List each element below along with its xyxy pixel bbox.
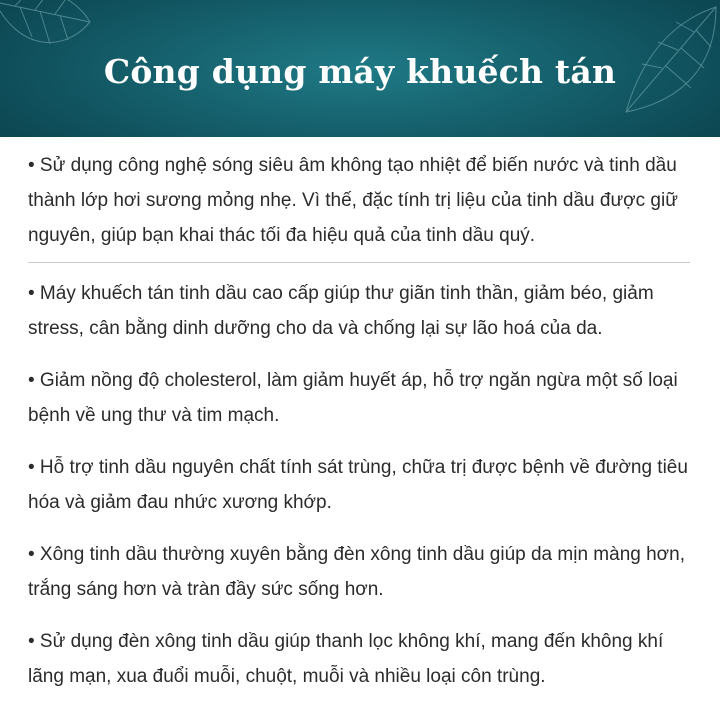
paragraph-skin: • Xông tinh dầu thường xuyên bằng đèn xông tinh dầu giúp da mịn màng hơn, trắng sáng hơn và tràn đầy sức sống hơn. [28, 544, 685, 600]
divider [28, 262, 690, 263]
paragraph-cholesterol: • Giảm nồng độ cholesterol, làm giảm huyết áp, hỗ trợ ngăn ngừa một số loại bệnh về ung thư và tim mạch. [28, 370, 678, 426]
paragraph-ultrasonic: • Sử dụng công nghệ sóng siêu âm không tạo nhiệt để biến nước và tinh dầu thành lớp hơi sương mỏng nhẹ. Vì thế, đặc tính trị liệu của tinh dầu được giữ nguyên, giúp bạn khai thác tối đa hiệu quả của tinh dầu quý. [28, 155, 678, 246]
page-title: Công dụng máy khuếch tán [103, 52, 617, 91]
header-banner [0, 0, 720, 137]
content [28, 148, 698, 694]
paragraph-air: • Sử dụng đèn xông tinh dầu giúp thanh lọc không khí, mang đến không khí lãng mạn, xua đuổi muỗi, chuột, muỗi và nhiều loại côn trùng. [28, 631, 664, 687]
paragraph-antiseptic: • Hỗ trợ tinh dầu nguyên chất tính sát trùng, chữa trị được bệnh về đường tiêu hóa và giảm đau nhức xương khớp. [28, 457, 688, 513]
paragraph-relax: • Máy khuếch tán tinh dầu cao cấp giúp thư giãn tinh thần, giảm béo, giảm stress, cân bằng dinh dưỡng cho da và chống lại sự lão hoá của da. [28, 283, 654, 339]
